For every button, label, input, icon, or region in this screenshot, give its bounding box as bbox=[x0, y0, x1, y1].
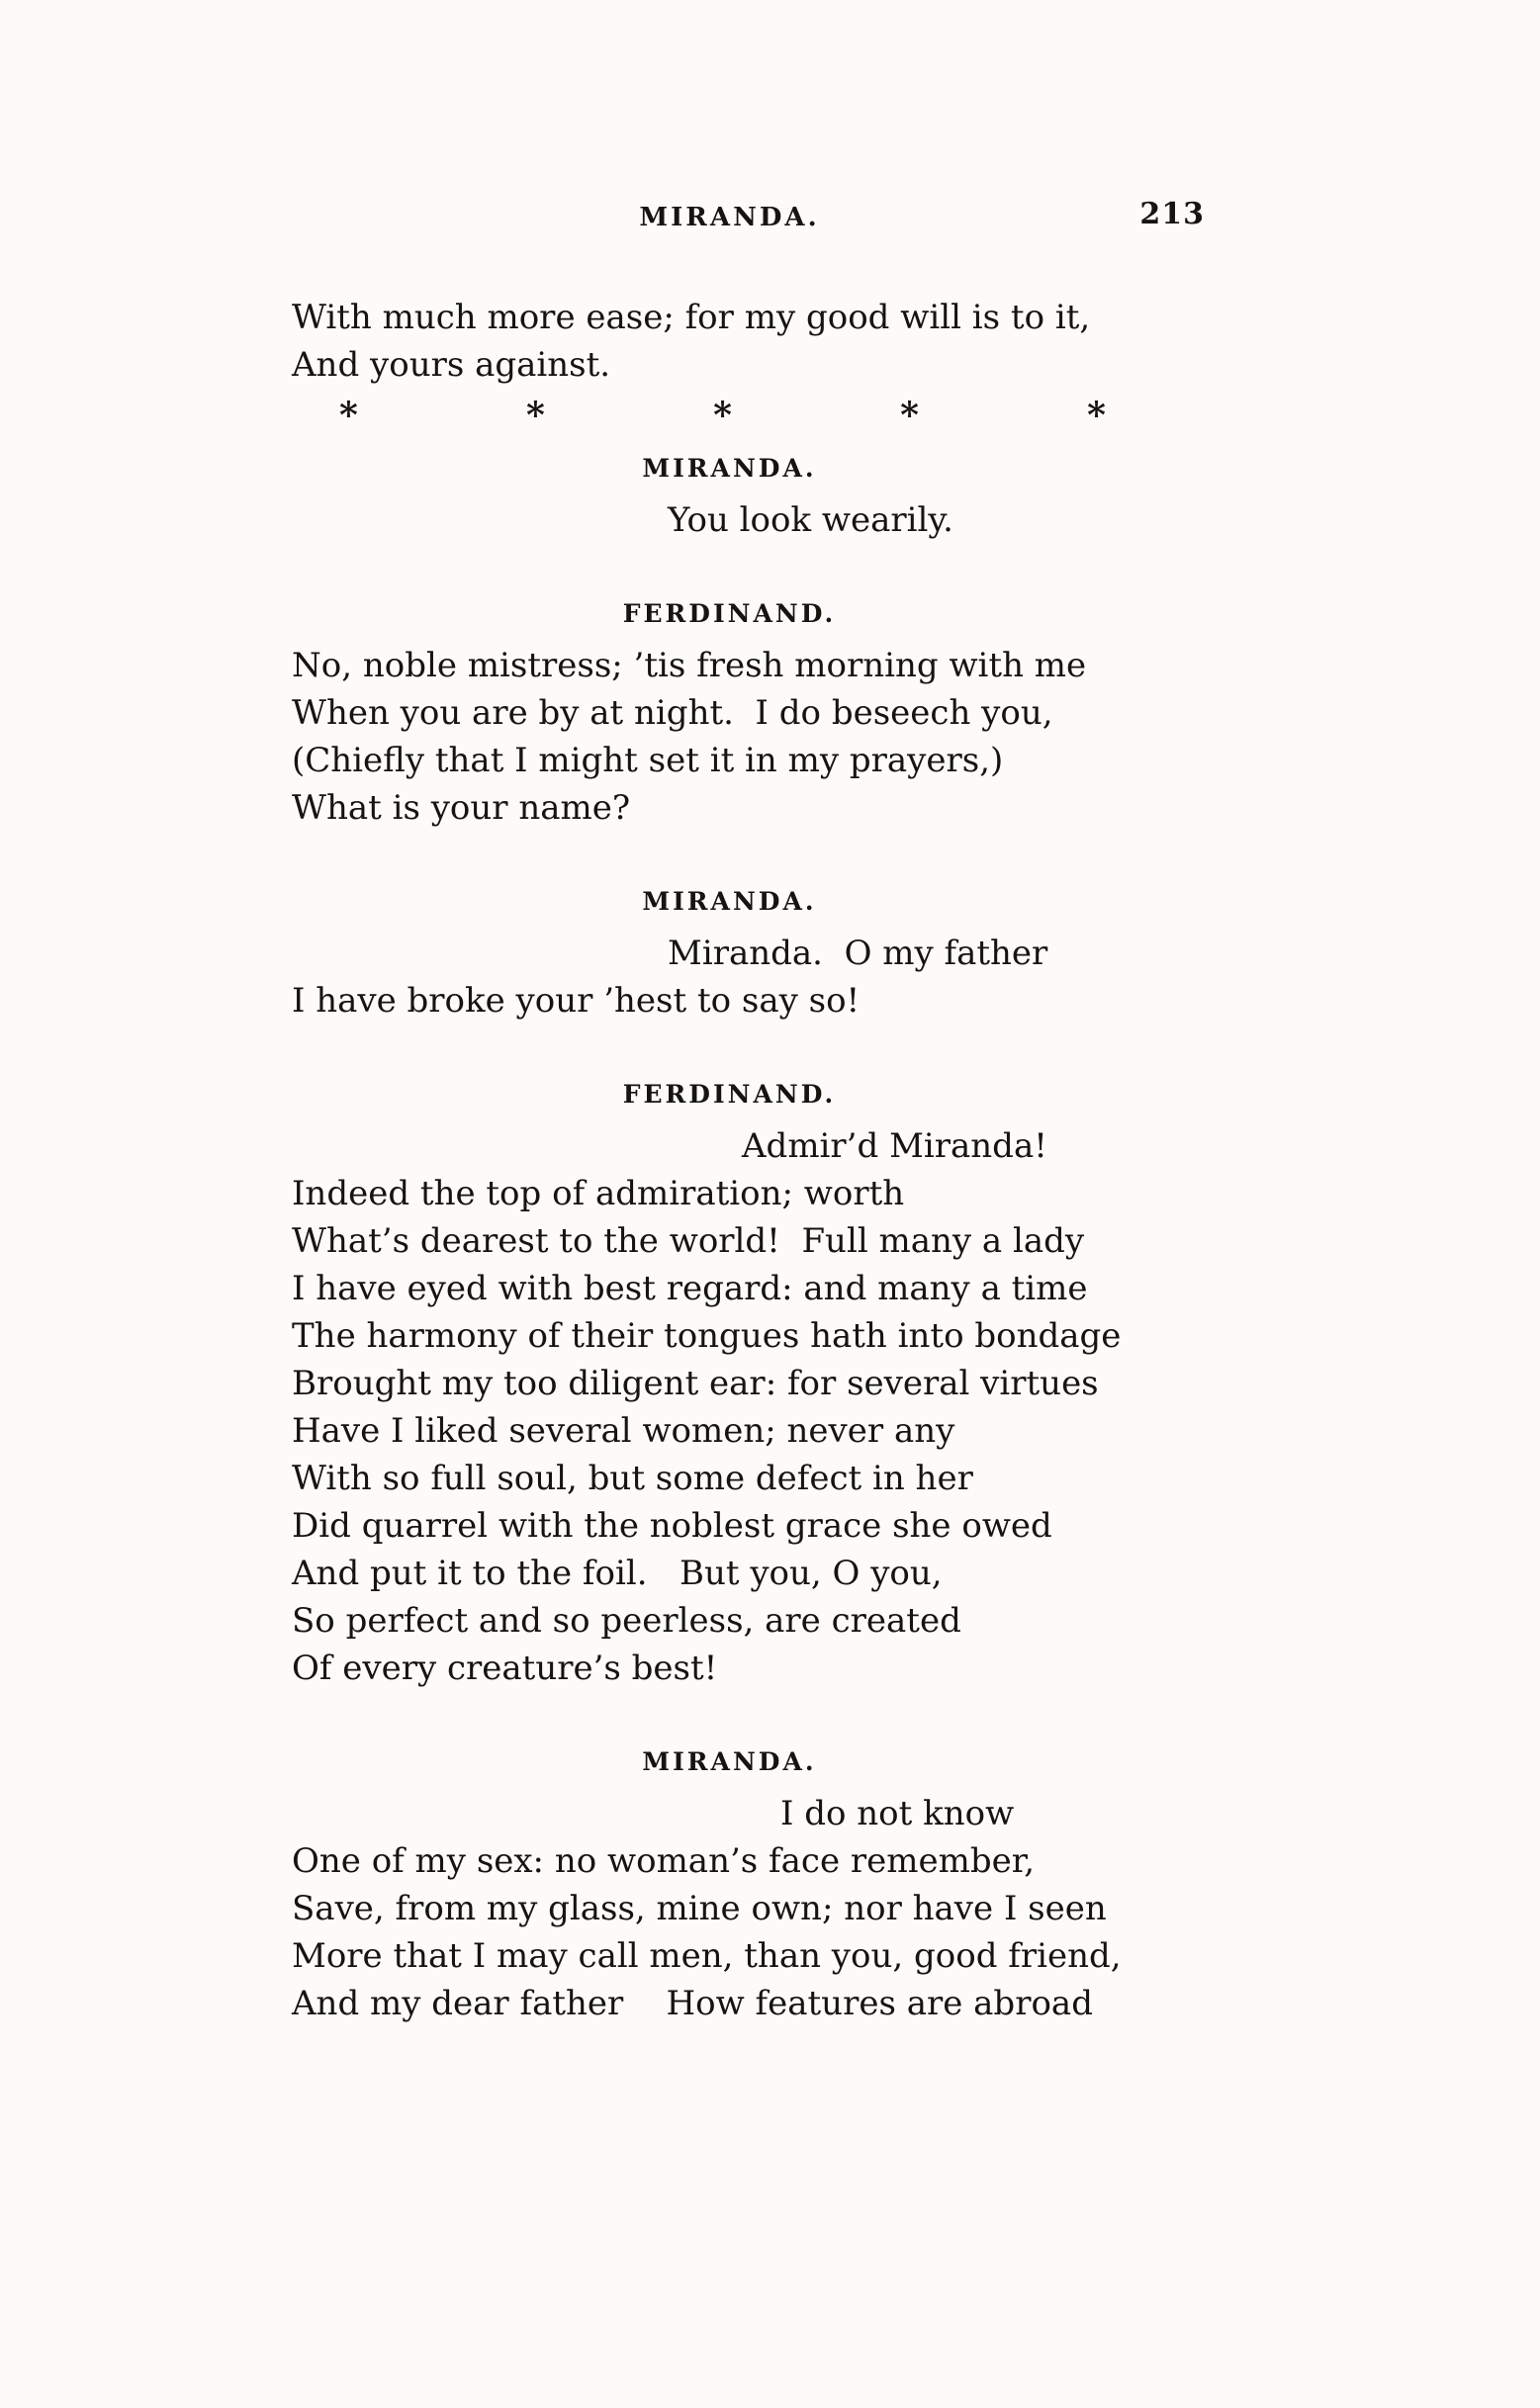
verse-line: When you are by at night. I do beseech you, bbox=[292, 693, 1053, 733]
speaker-heading: MIRANDA. bbox=[642, 887, 817, 916]
verse-line: Save, from my glass, mine own; nor have I seen bbox=[292, 1889, 1107, 1928]
running-title: MIRANDA. bbox=[639, 203, 820, 232]
verse-line: What is your name? bbox=[292, 788, 631, 828]
verse-line: Brought my too diligent ear: for several virtues bbox=[292, 1364, 1099, 1403]
dialogue-section bbox=[292, 599, 1167, 832]
page-number: 213 bbox=[1139, 197, 1205, 231]
speaker-heading: FERDINAND. bbox=[622, 1080, 837, 1109]
asterisk: * bbox=[900, 395, 919, 436]
verse-line: Did quarrel with the noblest grace she owed bbox=[292, 1506, 1052, 1546]
asterisk: * bbox=[713, 395, 732, 436]
speaker-heading: MIRANDA. bbox=[642, 1747, 817, 1776]
verse-line: One of my sex: no woman’s face remember, bbox=[292, 1841, 1036, 1881]
verse-continuation bbox=[292, 294, 1167, 389]
verse-line: I do not know bbox=[780, 1794, 1015, 1833]
verse-line: What’s dearest to the world! Full many a lady bbox=[292, 1221, 1085, 1261]
verse-line: I have eyed with best regard: and many a time bbox=[292, 1269, 1088, 1308]
dialogue-section bbox=[292, 1747, 1167, 2027]
dialogue-section bbox=[292, 887, 1167, 1025]
verse-line: And my dear father How features are abroad bbox=[292, 1984, 1093, 2023]
verse-line: No, noble mistress; ’tis fresh morning with me bbox=[292, 646, 1087, 685]
asterisk: * bbox=[526, 395, 545, 436]
speaker-heading: MIRANDA. bbox=[642, 454, 817, 483]
verse-line: And yours against. bbox=[292, 345, 611, 385]
asterisk: * bbox=[1087, 395, 1106, 436]
verse-line: More that I may call men, than you, good friend, bbox=[292, 1936, 1122, 1976]
verse-line: (Chiefly that I might set it in my prayers,) bbox=[292, 741, 1004, 780]
speaker-heading: FERDINAND. bbox=[622, 599, 837, 628]
verse-line: Of every creature’s best! bbox=[292, 1649, 718, 1688]
page-content bbox=[292, 197, 1205, 2027]
verse-line: The harmony of their tongues hath into bondage bbox=[292, 1316, 1122, 1356]
verse-line: I have broke your ’hest to say so! bbox=[292, 981, 861, 1021]
asterisk: * bbox=[339, 395, 358, 436]
dialogue-section bbox=[292, 454, 1167, 544]
verse-line: Admir’d Miranda! bbox=[742, 1126, 1047, 1166]
verse-line: With so full soul, but some defect in her bbox=[292, 1459, 973, 1498]
asterisk-separator bbox=[292, 393, 1167, 438]
verse-line: With much more ease; for my good will is to it, bbox=[292, 298, 1091, 337]
page-header bbox=[292, 197, 1205, 244]
verse-line: Miranda. O my father bbox=[668, 934, 1048, 973]
verse-line: Have I liked several women; never any bbox=[292, 1411, 955, 1451]
dialogue-section bbox=[292, 1080, 1167, 1692]
verse-line: And put it to the foil. But you, O you, bbox=[292, 1554, 943, 1593]
verse-line: So perfect and so peerless, are created bbox=[292, 1601, 961, 1641]
verse-line: You look wearily. bbox=[668, 500, 953, 540]
verse-line: Indeed the top of admiration; worth bbox=[292, 1174, 905, 1213]
